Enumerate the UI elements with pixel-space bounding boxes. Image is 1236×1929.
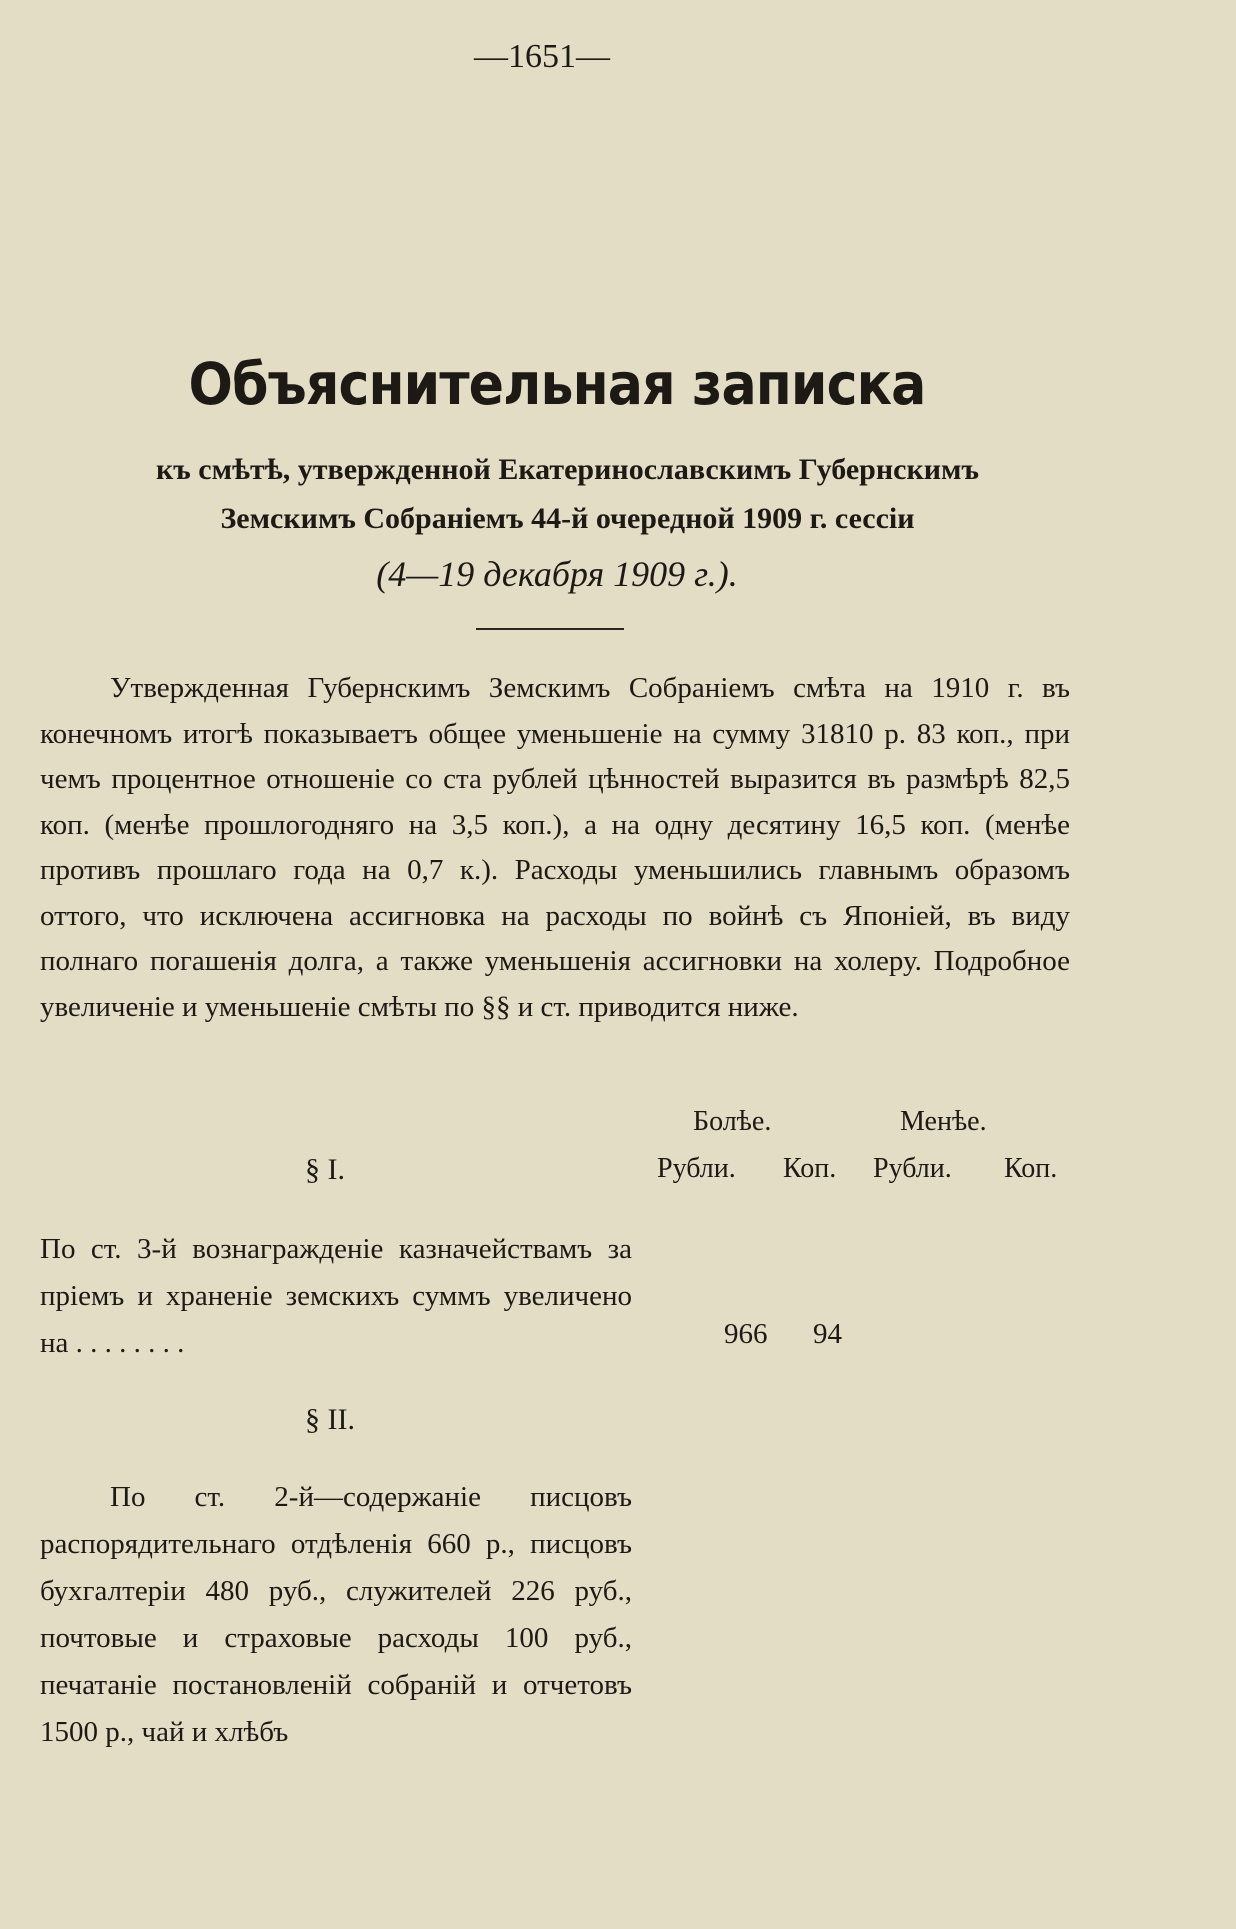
column-header-less: Менѣе. [900, 1106, 987, 1137]
section-item-text: По ст. 3-й вознагражденіе казначействамъ за пріемъ и храненіе земскихъ суммъ увеличено на . . . . . . . . [40, 1233, 632, 1359]
column-header-kopecks-less: Коп. [1004, 1153, 1058, 1184]
amount-kopecks: 94 [813, 1318, 842, 1350]
column-header-more: Болѣе. [693, 1106, 772, 1137]
section-item-text [40, 1474, 632, 1756]
section-item-text-body: По ст. 2-й—содержаніе писцовъ распорядительнаго отдѣленія 660 р., писцовъ бухгалтеріи 480 руб., служителей 226 руб., почтовые и страховые расходы 100 руб., печатаніе постановленій собраній и отчетовъ 1500 р., чай и хлѣбъ [40, 1481, 632, 1748]
divider [476, 628, 624, 630]
page-number: —1651— [474, 38, 610, 75]
column-header-rubles-less: Рубли. [873, 1153, 952, 1184]
session-dates: (4—19 декабря 1909 г.). [376, 554, 738, 594]
document-subtitle [40, 445, 1095, 543]
subtitle-line-2: Земскимъ Собраніемъ 44-й очередной 1909 г. сессіи [220, 502, 915, 535]
column-header-rubles-more: Рубли. [657, 1153, 736, 1184]
section-heading: § I. [305, 1153, 345, 1186]
section-heading: § II. [305, 1403, 355, 1436]
intro-paragraph [40, 666, 1070, 1030]
intro-paragraph-text: Утвержденная Губернскимъ Земскимъ Собраніемъ смѣта на 1910 г. въ конечномъ итогѣ показываетъ общее уменьшеніе на сумму 31810 р. 83 коп., при чемъ процентное отношеніе со ста рублей цѣнностей выразится въ размѣрѣ 82,5 коп. (менѣе прошлогодняго на 3,5 коп.), а на одну десятину 16,5 коп. (менѣе противъ прошлаго года на 0,7 к.). Расходы уменьшились главнымъ образомъ оттого, что исключена ассигновка на расходы по войнѣ съ Японіей, въ виду полнаго погашенія долга, а также уменьшенія ассигновки на холеру. Подробное увеличеніе и уменьшеніе смѣты по §§ и ст. приводится ниже. [40, 672, 1070, 1023]
document-title: Объяснительная записка [188, 350, 926, 418]
amount-rubles: 966 [724, 1318, 768, 1350]
column-header-kopecks-more: Коп. [783, 1153, 837, 1184]
subtitle-line-1: къ смѣтѣ, утвержденной Екатеринославскимъ Губернскимъ [156, 453, 979, 486]
